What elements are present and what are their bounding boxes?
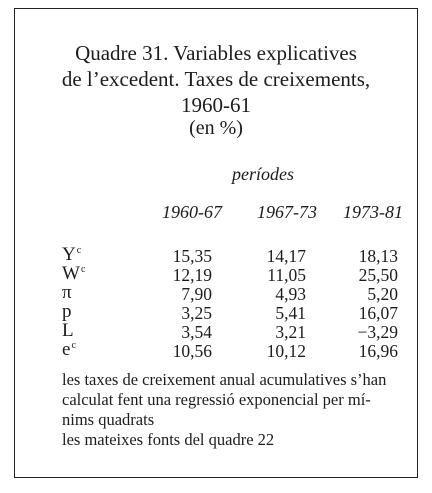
table-cell: 16,07: [358, 303, 398, 323]
table-cell: 25,50: [358, 265, 398, 285]
note-line: nims quadrats: [62, 410, 155, 429]
table-notes: [62, 370, 397, 450]
table-cell: 16,96: [358, 341, 398, 361]
row-label: p: [62, 301, 72, 322]
unit-label: (en %): [189, 117, 243, 139]
column-header-3: 1973-81: [343, 202, 403, 222]
note-source-line: les mateixes fonts del quadre 22: [62, 430, 275, 449]
column-header-2: 1967-73: [257, 202, 317, 222]
row-label: $W^c$: [62, 263, 86, 284]
table-cell: 4,93: [275, 284, 306, 304]
table-cell: 7,90: [181, 284, 212, 304]
table-cell: 11,05: [267, 265, 306, 285]
title-line-2: de l’excedent. Taxes de creixements,: [61, 67, 371, 91]
periods-header: períodes: [232, 164, 294, 184]
title-line-1: Quadre 31. Variables explicatives: [75, 41, 357, 65]
column-header-1: 1960-67: [162, 202, 222, 222]
table-cell: 5,41: [275, 303, 306, 323]
table-cell: 18,13: [358, 246, 398, 266]
row-label: π: [62, 282, 72, 303]
table-cell: 12,19: [172, 265, 212, 285]
table-cell: −3,29: [357, 322, 398, 342]
table-row: [0, 341, 432, 360]
note-line: calculat fent una regressió exponencial per mí-: [62, 390, 371, 409]
title-line-3: 1960-61: [181, 93, 251, 117]
row-label: $e^c$: [62, 339, 76, 360]
table-cell: 3,54: [181, 322, 212, 342]
table-cell: 3,21: [275, 322, 306, 342]
table-cell: 14,17: [266, 246, 306, 266]
table-cell: 10,12: [266, 341, 306, 361]
table-title: [0, 40, 432, 118]
note-line: les taxes de creixement anual acumulatives s’han: [62, 370, 387, 389]
table-cell: 10,56: [172, 341, 212, 361]
row-label: $Y^c$: [62, 244, 82, 265]
row-label: L: [62, 320, 74, 341]
table-cell: 3,25: [181, 303, 212, 323]
table-cell: 5,20: [367, 284, 398, 304]
table-cell: 15,35: [172, 246, 212, 266]
